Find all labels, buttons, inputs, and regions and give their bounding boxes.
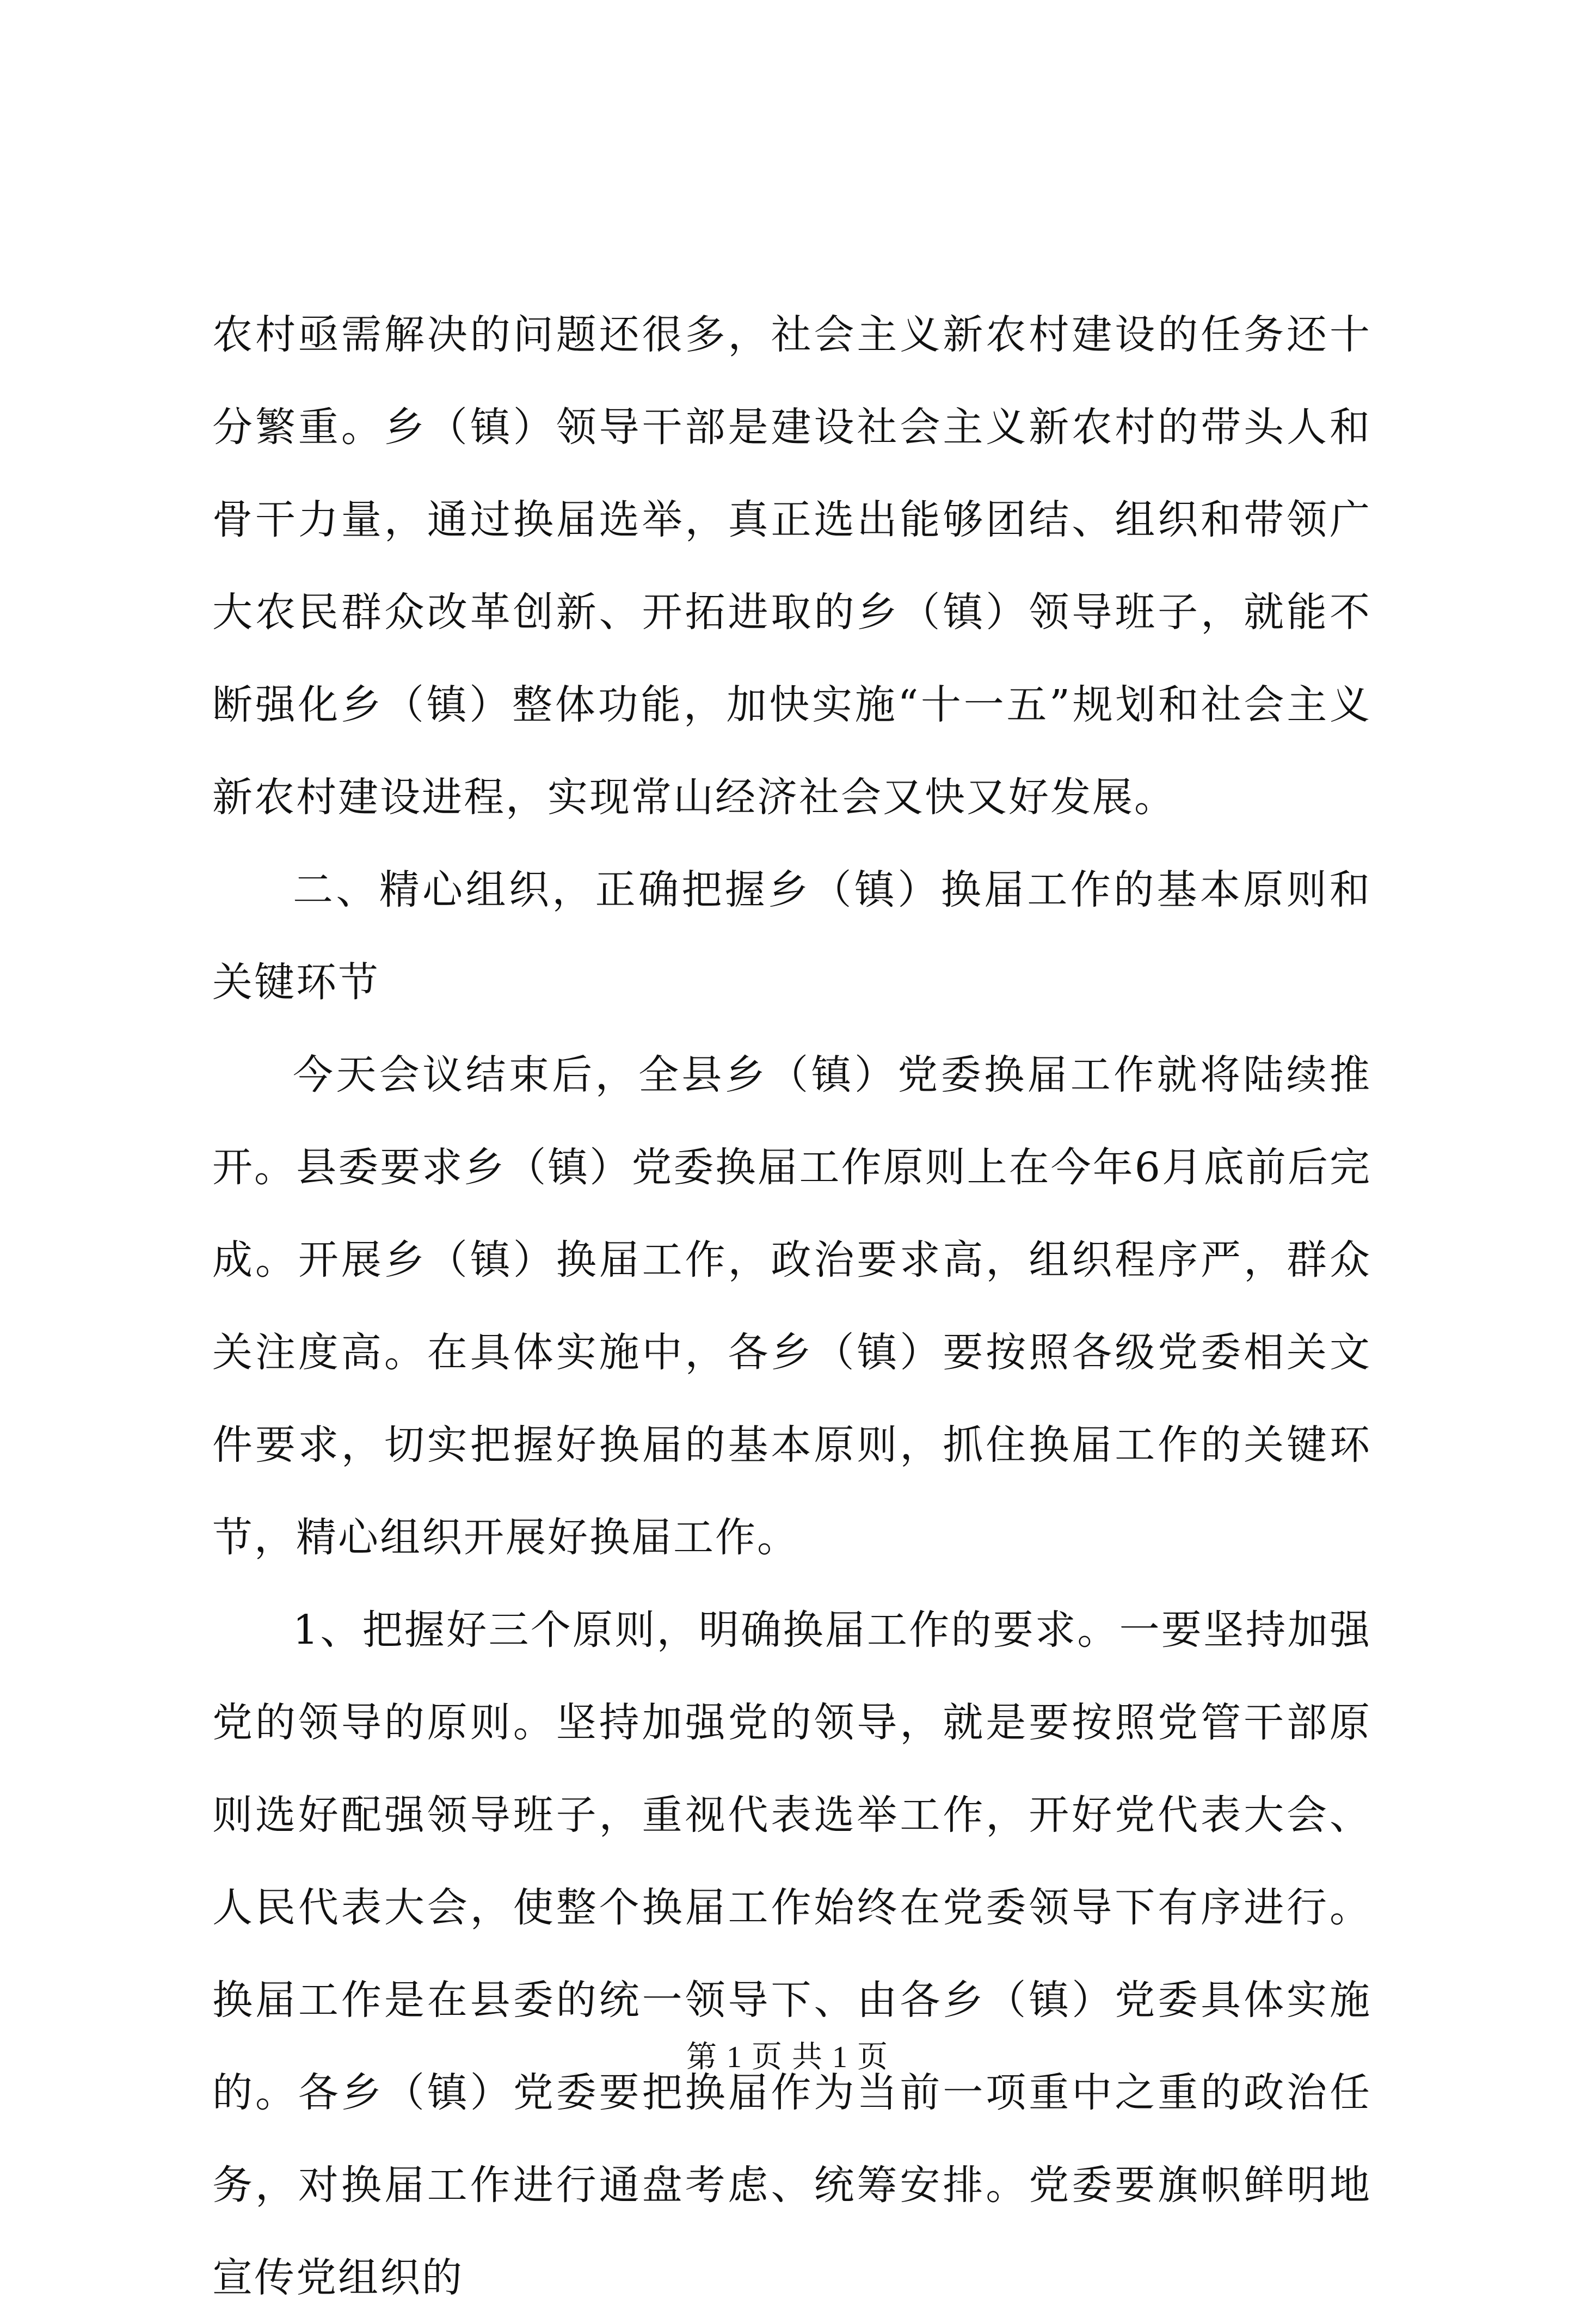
document-body (212, 288, 1371, 2324)
page-footer: 第 1 页 共 1 页 (686, 2040, 889, 2074)
paragraph-1: 农村亟需解决的问题还很多，社会主义新农村建设的任务还十分繁重。乡（镇）领导干部是建设社会主义新农村的带头人和骨干力量，通过换届选举，真正选出能够团结、组织和带领广大农民群众改革创新、开拓进取的乡（镇）领导班子，就能不断强化乡（镇）整体功能，加快实施“十一五”规划和社会主义新农村建设进程，实现常山经济社会又快又好发展。 (212, 311, 1371, 821)
paragraph-4: 1、把握好三个原则，明确换届工作的要求。一要坚持加强党的领导的原则。坚持加强党的领导，就是要按照党管干部原则选好配强领导班子，重视代表选举工作，开好党代表大会、人民代表大会，使整个换届工作始终在党委领导下有序进行。换届工作是在县委的统一领导下、由各乡（镇）党委具体实施的。各乡（镇）党委要把换届作为当前一项重中之重的政治任务，对换届工作进行通盘考虑、统筹安排。党委要旗帜鲜明地宣传党组织的 (212, 1607, 1371, 2301)
paragraph-3: 今天会议结束后，全县乡（镇）党委换届工作就将陆续推开。县委要求乡（镇）党委换届工作原则上在今年6月底前后完成。开展乡（镇）换届工作，政治要求高，组织程序严，群众关注度高。在具体实施中，各乡（镇）要按照各级党委相关文件要求，切实把握好换届的基本原则，抓住换届工作的关键环节，精心组织开展好换届工作。 (212, 1052, 1371, 1561)
section-heading-2: 二、精心组织，正确把握乡（镇）换届工作的基本原则和关键环节 (212, 866, 1371, 1006)
